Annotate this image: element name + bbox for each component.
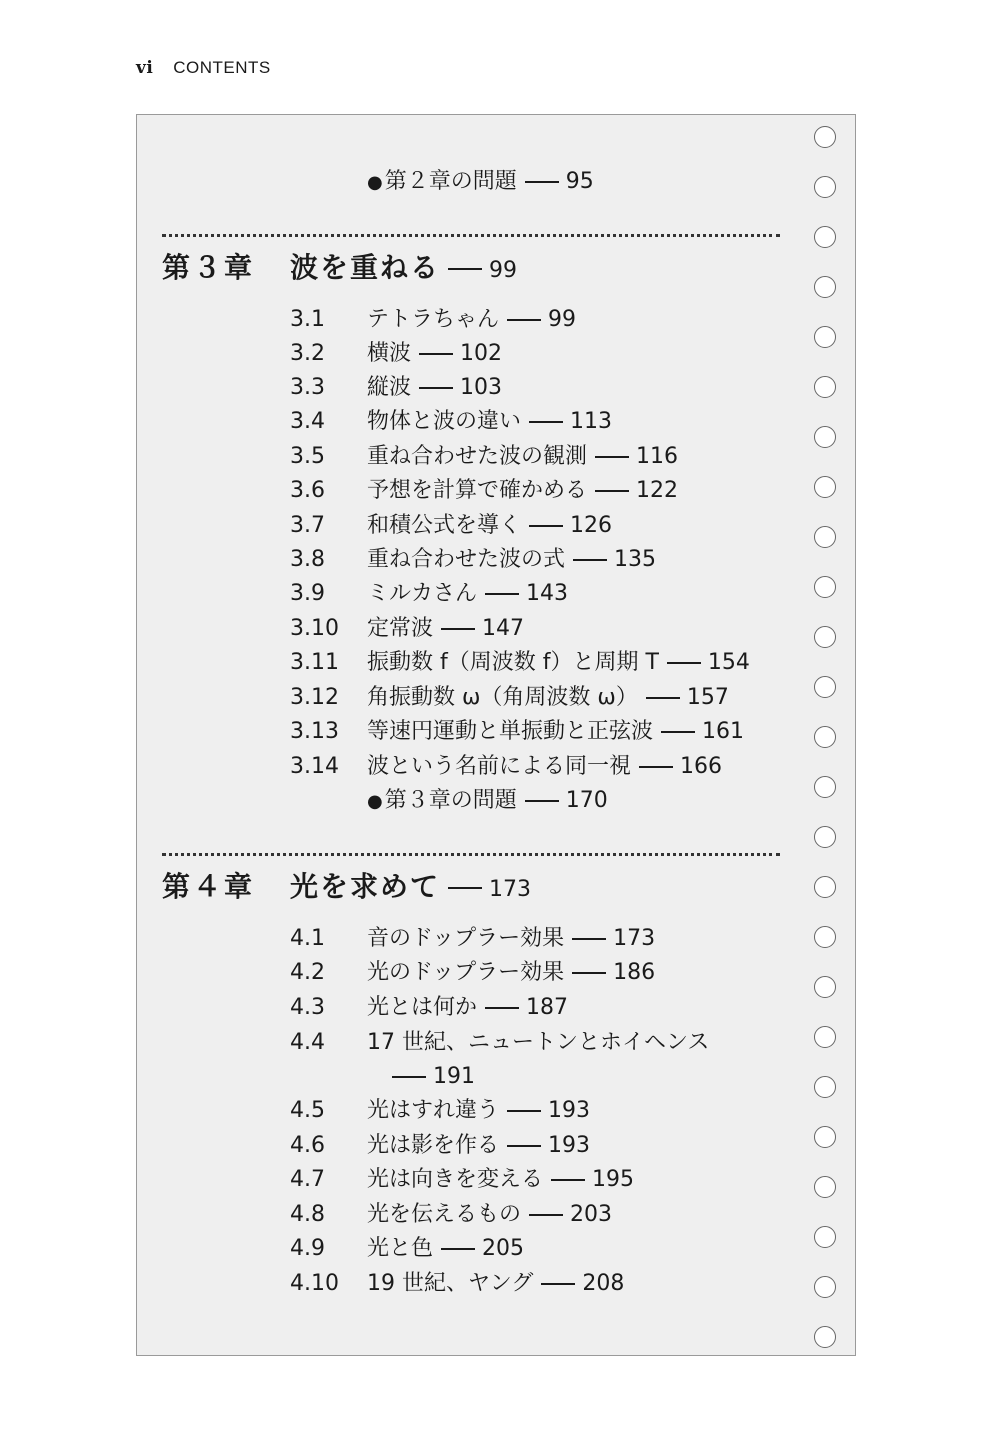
chapter-title-entry[interactable] <box>290 865 531 905</box>
section-number: 4.6 <box>290 1133 325 1158</box>
section-entry[interactable] <box>367 477 678 505</box>
section-page: 193 <box>548 1098 591 1123</box>
section-page: 187 <box>526 995 569 1020</box>
section-number: 3.10 <box>290 616 339 641</box>
binder-hole-icon <box>814 476 836 498</box>
section-number: 4.10 <box>290 1271 339 1296</box>
section-title: 光とは何か <box>367 995 478 1020</box>
leader-dash <box>485 1007 519 1009</box>
section-page: 186 <box>613 960 656 985</box>
leader-dash <box>525 800 559 802</box>
section-title: 波という名前による同一視 <box>367 754 632 779</box>
bullet-icon: ● <box>367 172 383 193</box>
leader-dash <box>529 421 563 423</box>
section-page: 191 <box>433 1064 475 1089</box>
section-entry[interactable] <box>367 374 502 402</box>
section-page: 154 <box>707 650 750 675</box>
section-number: 4.5 <box>290 1098 325 1123</box>
leader-dash <box>661 731 695 733</box>
section-title: 物体と波の違い <box>367 409 522 434</box>
section-entry[interactable] <box>367 340 502 368</box>
section-entry[interactable] <box>367 580 568 608</box>
section-entry[interactable] <box>367 1097 590 1125</box>
leader-dash <box>419 353 453 355</box>
leader-dash <box>529 525 563 527</box>
section-page: 166 <box>680 754 723 779</box>
binder-hole-icon <box>814 126 836 148</box>
section-entry[interactable] <box>367 1201 612 1229</box>
binder-hole-icon <box>814 276 836 298</box>
section-entry[interactable] <box>367 718 744 746</box>
section-title: 光を伝えるもの <box>367 1202 522 1227</box>
binder-hole-icon <box>814 676 836 698</box>
leader-dash <box>595 456 629 458</box>
chapter-title: 光を求めて <box>290 870 441 903</box>
section-entry[interactable] <box>367 1235 524 1263</box>
section-title: 等速円運動と単振動と正弦波 <box>367 719 654 744</box>
problem-entry[interactable] <box>367 168 594 197</box>
section-number: 3.1 <box>290 307 325 332</box>
section-number: 4.1 <box>290 926 325 951</box>
section-page: 173 <box>613 926 656 951</box>
section-number: 3.14 <box>290 754 339 779</box>
leader-dash <box>572 972 606 974</box>
leader-dash <box>573 559 607 561</box>
leader-dash <box>448 268 482 270</box>
section-entry[interactable] <box>367 649 750 677</box>
leader-dash <box>667 662 701 664</box>
section-title: テトラちゃん <box>367 307 500 332</box>
binder-hole-icon <box>814 576 836 598</box>
section-entry[interactable] <box>367 925 655 953</box>
leader-dash <box>507 1110 541 1112</box>
section-number: 3.13 <box>290 719 339 744</box>
section-number: 3.8 <box>290 547 325 572</box>
section-title: 予想を計算で確かめる <box>367 478 588 503</box>
section-title: 角振動数 ω（角周波数 ω） <box>367 685 638 710</box>
section-number: 3.12 <box>290 685 339 710</box>
section-number: 3.6 <box>290 478 325 503</box>
entry-page: 95 <box>565 169 594 194</box>
section-page: 161 <box>702 719 745 744</box>
entry-page: 170 <box>565 788 608 813</box>
section-title: 光と色 <box>367 1236 434 1261</box>
section-title: 光のドップラー効果 <box>367 960 565 985</box>
section-number: 4.9 <box>290 1236 325 1261</box>
leader-dash <box>392 1076 426 1078</box>
leader-dash <box>639 766 673 768</box>
running-head <box>136 58 271 78</box>
section-title: 19 世紀、ヤング <box>367 1271 534 1296</box>
section-entry[interactable] <box>367 1270 624 1298</box>
leader-dash <box>441 1248 475 1250</box>
section-entry[interactable] <box>367 1132 590 1160</box>
binder-hole-icon <box>814 1176 836 1198</box>
leader-dash <box>529 1214 563 1216</box>
binder-hole-icon <box>814 876 836 898</box>
section-number: 4.8 <box>290 1202 325 1227</box>
section-title: 重ね合わせた波の式 <box>367 547 566 572</box>
leader-dash <box>551 1179 585 1181</box>
bullet-icon: ● <box>367 791 383 812</box>
section-title: 和積公式を導く <box>367 513 522 538</box>
section-entry[interactable] <box>367 408 612 436</box>
section-page: 205 <box>482 1236 525 1261</box>
section-page: 143 <box>526 581 569 606</box>
leader-dash <box>541 1283 575 1285</box>
binder-hole-icon <box>814 1326 836 1348</box>
problem-label: 第２章の問題 <box>384 169 517 194</box>
section-page: 122 <box>636 478 679 503</box>
leader-dash <box>448 887 482 889</box>
leader-dash <box>441 628 475 630</box>
page-number: vi <box>136 58 154 78</box>
section-number: 3.11 <box>290 650 339 675</box>
section-entry-continuation[interactable] <box>392 1063 475 1091</box>
section-title: 縦波 <box>367 375 412 400</box>
section-page: 99 <box>548 307 577 332</box>
chapter-title: 波を重ねる <box>290 251 441 284</box>
section-title: 光はすれ違う <box>367 1098 500 1123</box>
chapter-divider <box>162 853 780 856</box>
section-page: 193 <box>548 1133 591 1158</box>
section-title: 重ね合わせた波の観測 <box>367 444 588 469</box>
section-page: 208 <box>582 1271 625 1296</box>
section-number: 3.9 <box>290 581 325 606</box>
binder-hole-icon <box>814 976 836 998</box>
problem-label: 第３章の問題 <box>384 788 517 813</box>
problem-entry[interactable] <box>367 787 608 816</box>
section-entry[interactable] <box>367 443 678 471</box>
section-page: 135 <box>614 547 657 572</box>
chapter-label: 第３章 <box>162 251 256 284</box>
binder-hole-icon <box>814 376 836 398</box>
section-number: 4.3 <box>290 995 325 1020</box>
section-title: 光は向きを変える <box>367 1167 544 1192</box>
binder-hole-icon <box>814 176 836 198</box>
section-entry[interactable] <box>367 546 656 574</box>
binder-hole-icon <box>814 326 836 348</box>
leader-dash <box>525 181 559 183</box>
section-page: 116 <box>636 444 679 469</box>
binder-hole-icon <box>814 926 836 948</box>
binder-hole-icon <box>814 726 836 748</box>
binder-hole-icon <box>814 826 836 848</box>
section-number: 3.4 <box>290 409 325 434</box>
section-page: 157 <box>686 685 729 710</box>
binder-hole-icon <box>814 226 836 248</box>
leader-dash <box>419 387 453 389</box>
running-title: CONTENTS <box>173 58 271 77</box>
chapter-title-entry[interactable] <box>290 246 517 286</box>
section-title: 振動数 f（周波数 f）と周期 T <box>367 650 659 675</box>
section-entry[interactable] <box>367 512 612 540</box>
leader-dash <box>595 490 629 492</box>
binder-hole-icon <box>814 776 836 798</box>
binder-hole-icon <box>814 626 836 648</box>
section-title: 光は影を作る <box>367 1133 500 1158</box>
section-title: 17 世紀、ニュートンとホイヘンス <box>367 1030 710 1055</box>
section-title: 横波 <box>367 341 412 366</box>
section-page: 147 <box>482 616 525 641</box>
section-title: 定常波 <box>367 616 434 641</box>
section-entry[interactable] <box>367 994 568 1022</box>
section-entry[interactable] <box>367 306 576 334</box>
leader-dash <box>507 1145 541 1147</box>
section-title: ミルカさん <box>367 581 478 606</box>
section-page: 113 <box>570 409 613 434</box>
chapter-divider <box>162 234 780 237</box>
binder-hole-icon <box>814 1226 836 1248</box>
leader-dash <box>507 319 541 321</box>
section-title: 音のドップラー効果 <box>367 926 565 951</box>
section-entry[interactable] <box>367 959 655 987</box>
section-number: 3.2 <box>290 341 325 366</box>
chapter-label: 第４章 <box>162 870 256 903</box>
section-page: 103 <box>460 375 503 400</box>
section-page: 203 <box>570 1202 613 1227</box>
section-entry[interactable] <box>367 615 524 643</box>
section-entry[interactable] <box>367 1166 634 1194</box>
binder-hole-icon <box>814 1026 836 1048</box>
section-entry[interactable] <box>367 684 729 712</box>
leader-dash <box>572 938 606 940</box>
section-number: 3.3 <box>290 375 325 400</box>
section-number: 3.7 <box>290 513 325 538</box>
section-page: 195 <box>592 1167 635 1192</box>
leader-dash <box>485 593 519 595</box>
binder-hole-icon <box>814 1076 836 1098</box>
section-page: 102 <box>460 341 503 366</box>
leader-dash <box>646 697 680 699</box>
binder-hole-icon <box>814 526 836 548</box>
binder-hole-icon <box>814 1126 836 1148</box>
section-entry[interactable] <box>367 1029 709 1057</box>
binder-hole-icon <box>814 1276 836 1298</box>
section-number: 4.2 <box>290 960 325 985</box>
section-number: 4.7 <box>290 1167 325 1192</box>
binder-hole-icon <box>814 426 836 448</box>
section-entry[interactable] <box>367 753 722 781</box>
chapter-page: 173 <box>489 877 532 902</box>
section-number: 3.5 <box>290 444 325 469</box>
chapter-page: 99 <box>489 258 518 283</box>
section-page: 126 <box>570 513 613 538</box>
section-number: 4.4 <box>290 1030 325 1055</box>
